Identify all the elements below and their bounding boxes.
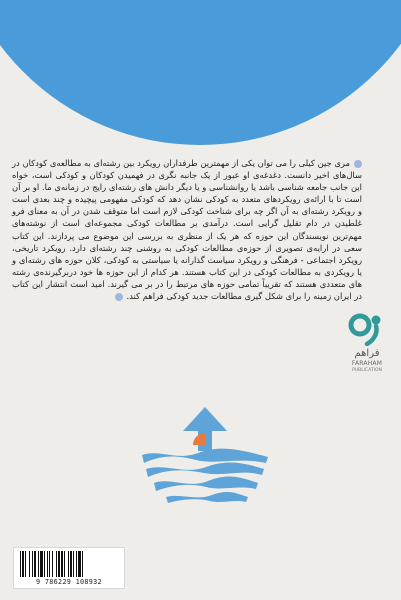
publisher-name-latin: FARAHAM [351, 360, 383, 367]
end-dot [115, 293, 123, 301]
barcode-bar [76, 551, 77, 577]
barcode-bar [70, 551, 72, 577]
barcode-bar [56, 551, 57, 577]
cover-emblem [140, 405, 270, 505]
arrow-waves-icon [140, 405, 270, 505]
barcode-bar [20, 551, 21, 577]
barcode-bar [29, 551, 30, 577]
barcode-bar [64, 551, 65, 577]
back-cover-blurb [12, 157, 362, 302]
publisher-emblem-icon [347, 312, 387, 346]
barcode-bar [78, 551, 81, 577]
isbn-barcode [13, 547, 125, 589]
publisher-name-fa: فراهم [354, 348, 380, 359]
barcode-bar [22, 551, 24, 577]
barcode-bar [68, 551, 69, 577]
barcode-bar [38, 551, 39, 577]
blurb-text: مری جین کیلی را می توان یکی از مهمترین طرفداران رویکرد بین رشته‌ای به مطالعه‌ی کودکان در سال‌های اخیر دانست. دغدغه‌ی او عبور از یک جانبه نگری در فهمیدن کودکان و کودکی است، خواه این جانب جامعه شناسی باشد یا روانشناسی و یا دیگر دانش های رشته‌ای رایج در زمانه‌ی ما. او بر آن است تا با ارائه‌ی رویکردهای متعدد به کودکی نشان دهد که کودکی مفهومی پیچیده و چند بعدی است و رویکرد رشته‌ای به آن اگر چه برای شناخت کودکی لازم است اما متوقف شدن در آن به معنای فرو غلطیدن در دام تقلیل گرایی است. درآمدی بر مطالعات کودکی مجموعه‌ای است از نوشته‌های مهم‌ترین نویسندگان این حوزه که هر یک از منظری به بررسی این موضوع می پردازند. این کتاب سعی در ارایه‌ی تصویری از حوزه‌ی مطالعات کودکی به روشنی چند رشته‌ای دارد. رویکرد تاریخی، رویکرد اجتماعی - فرهنگی و رویکرد سیاست گذارانه یا سیاستی به کودکی، کلان حوزه های رشته‌ای و یا رویکردی به مطالعات کودکی در این کتاب هستند. هر کدام از این حوزه ها خود دربرگیرنده‌ی رشته های متعددی هستند که تقریباً تمامی حوزه های مرتبط را در بر می گیرند. امید است انتشار این کتاب در ایران زمینه را برای شکل گیری مطالعات جدید کودکی فراهم کند. [12, 158, 362, 302]
isbn-number: 9 786229 108932 [36, 578, 102, 586]
barcode-bar [73, 551, 74, 577]
barcode-bar [25, 551, 26, 577]
barcode-bar [44, 551, 45, 577]
bullet-dot [354, 160, 362, 168]
barcode-bar [61, 551, 63, 577]
barcode-bar [49, 551, 50, 577]
publisher-subtitle: PUBLICATION [352, 368, 382, 373]
barcode-bars [18, 551, 120, 577]
top-blue-shape [0, 0, 401, 145]
barcode-bar [82, 551, 83, 577]
barcode-bar [34, 551, 36, 577]
barcode-bar [32, 551, 33, 577]
publisher-logo [345, 312, 389, 374]
barcode-bar [58, 551, 60, 577]
barcode-bar [47, 551, 48, 577]
barcode-bar [52, 551, 53, 577]
barcode-bar [40, 551, 43, 577]
